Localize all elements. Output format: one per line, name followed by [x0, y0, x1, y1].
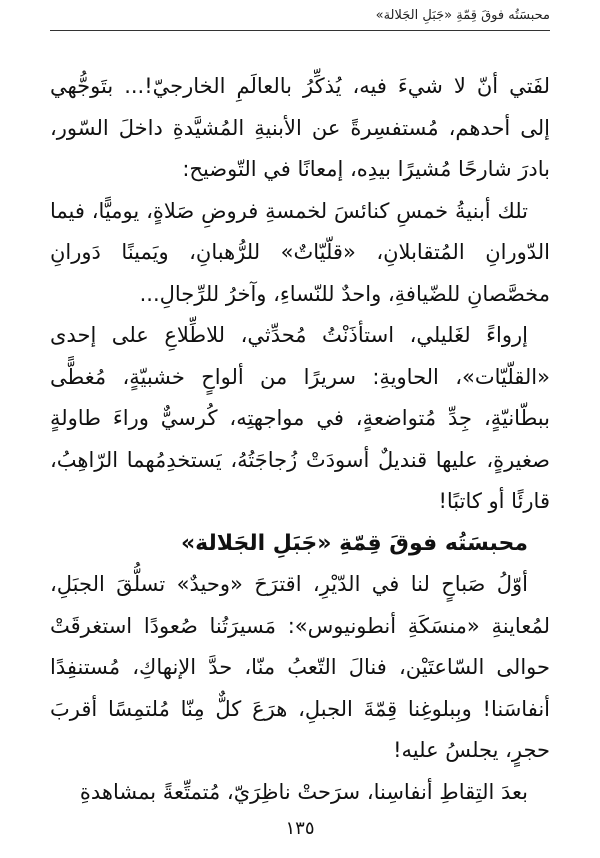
paragraph: لفَتي أنّ لا شيءَ فيه، يُذكِّرُ بالعالَمِ الخارجيّ!... بتَوجُّهي إلى أحدهم، مُستفسِرةً عن الأبنيةِ المُشيَّدةِ داخلَ السّور، بادرَ شارحًا مُشيرًا بيدِه، إمعانًا في التّوضيح: — [50, 74, 550, 181]
page-number: ١٣٥ — [285, 818, 315, 839]
page-body — [50, 66, 550, 813]
paragraph: أوّلُ صَباحٍ لنا في الدّيْرِ، اقترَحَ «وحيدٌ» تسلُّقَ الجبَلِ، لمُعاينةِ «منسَكَةِ أنطونيوس»: مَسيرَتُنا صُعودًا استغرقَتْ حوالى السّاعتَيْن، فنالَ التّعبُ منّا، حدَّ الإنهاكِ، مُستنفِدًا أنفاسَنا! وبِبلوغِنا قِمّةَ الجبلِ، هرَعَ كلٌّ مِنّا مُلتمِسًا أقربَ حجرٍ، يجلسُ عليه! — [50, 572, 550, 762]
section-heading: محبسَتُه فوقَ قِمّةِ «جَبَلِ الجَلالة» — [180, 530, 528, 556]
header-divider — [50, 30, 550, 31]
paragraph: بعدَ التِقاطِ أنفاسِنا، سرَحتْ ناظِرَيّ، مُتمتِّعةً بمشاهدةِ — [79, 779, 528, 804]
paragraph: تلك أبنيةُ خمسِ كنائسَ لخمسةِ فروضِ صَلاةٍ، يوميًّا، فيما الدّورانِ المُتقابلانِ، «قلّيّاتٌ» للرُّهبانِ، ويَمينًا دَورانِ مخصَّصانِ للضّيافةِ، واحدٌ للنّساءِ، وآخرُ للرِّجالِ... — [50, 198, 550, 306]
paragraph: إرواءً لغَليلي، استأذَنْتُ مُحدِّثي، للاطِّلاعِ على إحدى «القلّيّات»، الحاويةِ: سريرًا من ألواحٍ خشبيّةٍ، مُغطًّى ببطّانيّةٍ، جِدِّ مُتواضعةٍ، في مواجهتِه، كُرسيٌّ وراءَ طاولةٍ صغيرةٍ، عليها قنديلٌ أسودَتْ زُجاجَتُهُ، يَستخدِمُهما الرّاهِبُ، قارئًا أو كاتبًا! — [50, 323, 550, 513]
running-header: محبسَتُه فوقَ قِمّةِ «جَبَلِ الجَلالة» — [375, 8, 550, 23]
